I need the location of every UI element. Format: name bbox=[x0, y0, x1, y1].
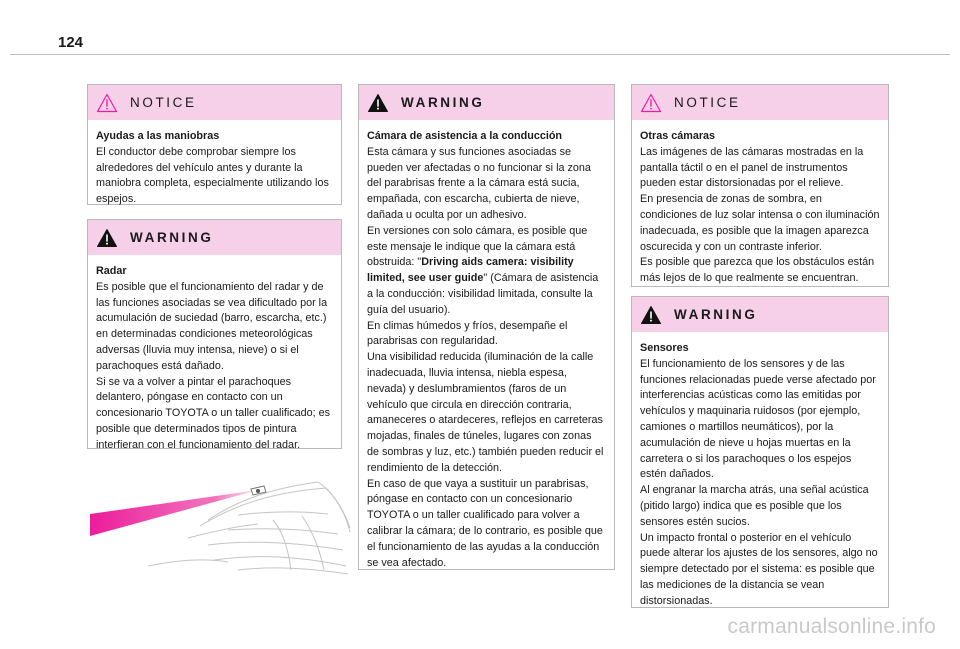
warning-paragraph: Esta cámara y sus funciones asociadas se pueden ver afectadas o no funcionar si la zona del parabrisas frente a la cámara está sucia, empañada, con escarcha, cubierta de nieve, dañada u oculta por un adhesivo. bbox=[367, 145, 591, 221]
warning-paragraph: Un impacto frontal o posterior en el vehículo puede alterar los ajustes de los sensores, algo no siempre detectado por el sistema: es posible que las mediciones de la distancia se vean distorsionadas. bbox=[640, 531, 878, 607]
notice-box-other-cameras bbox=[631, 84, 889, 287]
warning-paragraph: Al engranar la marcha atrás, una señal acústica (pitido largo) indica que es posible que los sensores estén sucios. bbox=[640, 484, 869, 528]
notice-header bbox=[88, 85, 341, 120]
watermark: carmanualsonline.info bbox=[727, 615, 936, 638]
warning-header bbox=[359, 85, 614, 120]
warning-header bbox=[88, 220, 341, 255]
warning-body bbox=[359, 120, 614, 579]
warning-body bbox=[88, 255, 341, 462]
notice-heading: Otras cámaras bbox=[640, 130, 716, 142]
notice-title: NOTICE bbox=[130, 95, 197, 110]
notice-title: NOTICE bbox=[674, 95, 741, 110]
warning-paragraph: El funcionamiento de los sensores y de las funciones relacionadas puede verse afectado por interferencias acústicas como las emitidas por vehículos y maquinaria ruidosos (por ejemplo, camiones o martillos neumáticos), por la acumulación de nieve u hojas muertas en la carretera o si los parachoques o los espejos estén dañados. bbox=[640, 357, 876, 481]
warning-title: WARNING bbox=[401, 95, 485, 110]
warning-title: WARNING bbox=[130, 230, 214, 245]
text-run: " (Cámara de asistencia a la conducción: visibilidad limitada, consulte la guía del usuario). bbox=[367, 272, 599, 316]
warning-paragraph: En caso de que vaya a sustituir un parabrisas, póngase en contacto con un concesionario TOYOTA o un taller cualificado para volver a calibrar la cámara; de lo contrario, es posible que el funcionamiento de las ayudas a la conducción se vea afectado. bbox=[367, 477, 603, 569]
warning-heading: Radar bbox=[96, 265, 127, 277]
notice-paragraph: Es posible que parezca que los obstáculos están más lejos de lo que realmente se encuentran. bbox=[640, 256, 875, 285]
warning-heading: Cámara de asistencia a la conducción bbox=[367, 130, 563, 142]
notice-box-maneuvering bbox=[87, 84, 342, 205]
notice-triangle-icon bbox=[96, 93, 118, 113]
warning-triangle-icon bbox=[96, 228, 118, 248]
notice-text: El conductor debe comprobar siempre los alrededores del vehículo antes y durante la maniobra completa, especialmente utilizando los espejos. bbox=[96, 145, 329, 206]
warning-header bbox=[632, 297, 888, 332]
warning-box-camera bbox=[358, 84, 615, 570]
warning-heading: Sensores bbox=[640, 342, 689, 354]
notice-paragraph: En presencia de zonas de sombra, en condiciones de luz solar intensa o con iluminación inadecuada, es posible que la imagen aparezca oscurecida y con un contraste inferior. bbox=[640, 193, 880, 253]
warning-box-sensors bbox=[631, 296, 889, 608]
notice-triangle-icon bbox=[640, 93, 662, 113]
warning-paragraph: Una visibilidad reducida (iluminación de la calle inadecuada, lluvia intensa, niebla espesa, nevada) y deslumbramientos (faros de un vehículo que circula en dirección contraria, amaneceres o atardeceres, reflejos en carreteras mojadas, finales de túneles, lugares con zonas de sombras y luz, etc.) también pueden reducir el rendimiento de la detección. bbox=[367, 351, 604, 474]
top-rule bbox=[10, 54, 950, 55]
notice-paragraph: Las imágenes de las cámaras mostradas en la pantalla táctil o en el panel de instrumentos pueden estar distorsionadas por el relieve. bbox=[640, 145, 864, 190]
notice-body bbox=[632, 120, 888, 295]
warning-paragraph: Es posible que el funcionamiento del radar y de las funciones asociadas se vea dificultado por la acumulación de suciedad (barro, escarcha, etc.) en determinadas condiciones meteorológicas adversas (lluvia muy intensa, nieve) o si el parachoques está dañado. bbox=[96, 280, 328, 372]
notice-header bbox=[632, 85, 888, 120]
warning-paragraph: En climas húmedos y fríos, desempañe el parabrisas con regularidad. bbox=[367, 319, 568, 348]
warning-title: WARNING bbox=[674, 307, 758, 322]
warning-paragraph: Si se va a volver a pintar el parachoques delantero, póngase en contacto con un concesionario TOYOTA o un taller cualificado; es posible que determinados tipos de pintura interfieran con el funcionamiento del radar. bbox=[96, 375, 331, 451]
alert-message: Driving aids camera: visibility limited, see user guide bbox=[367, 256, 574, 285]
text-run: En versiones con solo cámara, es posible que este mensaje le indique que la cámara está obstruida: " bbox=[367, 224, 588, 269]
page-number: 124 bbox=[58, 34, 84, 51]
warning-paragraph-obstructed bbox=[367, 224, 606, 319]
warning-box-radar bbox=[87, 219, 342, 449]
notice-body bbox=[88, 120, 341, 216]
notice-heading: Ayudas a las maniobras bbox=[96, 130, 220, 142]
warning-triangle-icon bbox=[367, 93, 389, 113]
warning-body bbox=[632, 332, 888, 618]
windscreen-camera-illustration bbox=[88, 470, 354, 576]
warning-triangle-icon bbox=[640, 305, 662, 325]
